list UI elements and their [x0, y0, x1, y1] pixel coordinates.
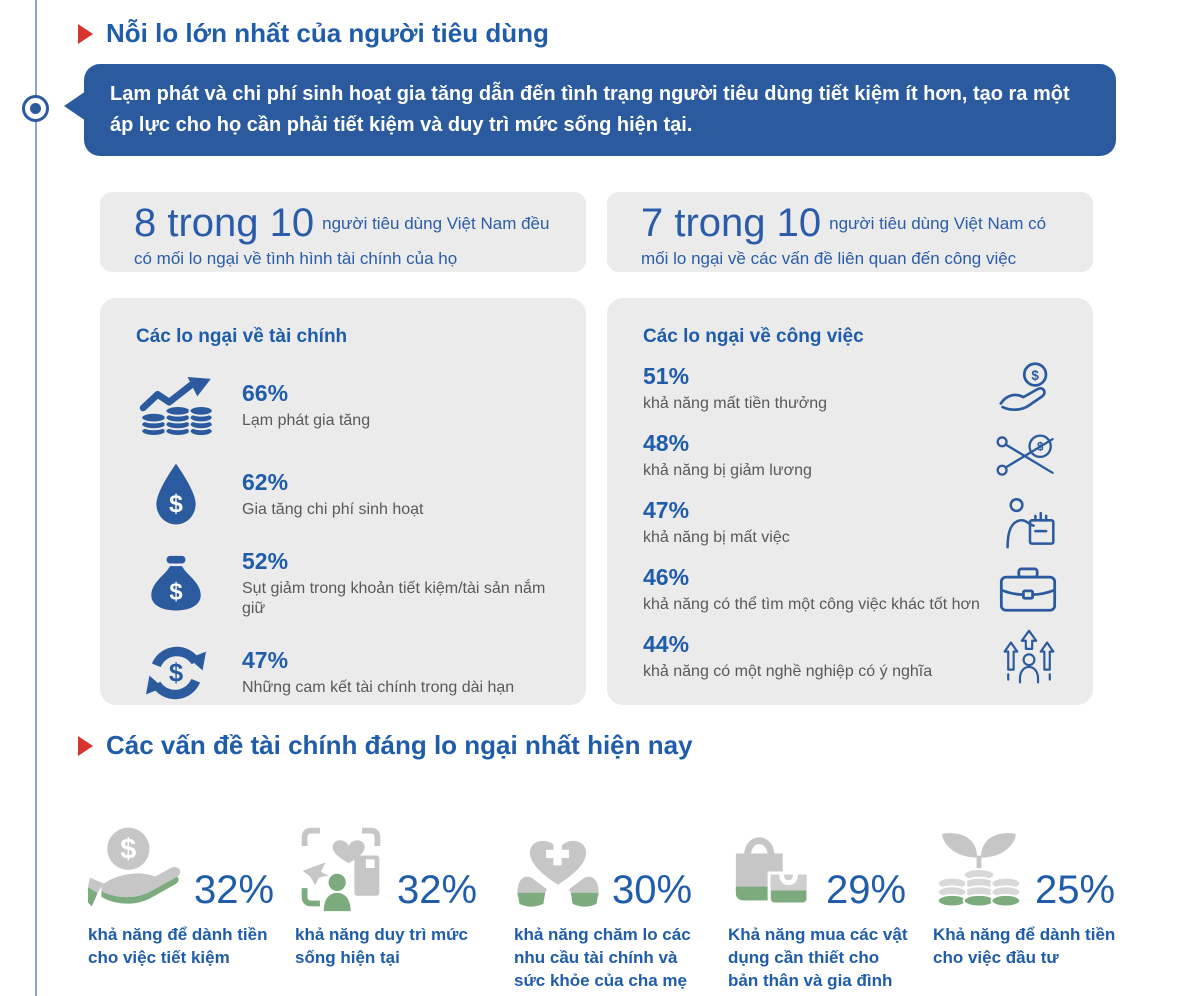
person-growth-icon [993, 629, 1057, 685]
section1-heading [78, 18, 549, 49]
timeline-marker-dot [30, 103, 41, 114]
timeline-line [35, 0, 37, 996]
finance-concerns-panel [100, 298, 586, 705]
bottom-stat-lifestyle [295, 812, 503, 970]
item-label: khả năng có thể tìm một công việc khác tốt hơn [643, 595, 980, 613]
percent-value: 32% [194, 868, 275, 912]
item-label: khả năng để dành tiền cho việc tiết kiệm [88, 925, 268, 967]
section1-title: Nỗi lo lớn nhất của người tiêu dùng [106, 18, 549, 48]
headline-stat-big-number: 7 trong 10 [641, 201, 822, 245]
percent-value: 51% [643, 363, 690, 390]
item-label: Gia tăng chi phí sinh hoạt [242, 500, 424, 518]
headline-stat-text: người tiêu dùng Việt Nam có mối lo ngại về các vấn đề liên quan đến công việc [641, 214, 1047, 268]
svg-text:$: $ [120, 833, 137, 866]
item-label: Lạm phát gia tăng [242, 411, 371, 429]
item-label: khả năng bị giảm lương [643, 461, 812, 479]
percent-value: 66% [242, 380, 289, 407]
inflation-coins-icon [136, 376, 216, 436]
percent-value: 30% [612, 868, 693, 912]
list-item [643, 631, 1057, 683]
percent-value: 52% [242, 547, 289, 574]
percent-value: 25% [1035, 868, 1116, 912]
list-item [643, 497, 1057, 549]
list-item [643, 564, 1057, 616]
percent-value: 46% [643, 564, 690, 591]
health-hands-icon [514, 826, 602, 914]
hand-dollar-icon [88, 822, 184, 914]
item-label: Những cam kết tài chính trong dài hạn [242, 678, 515, 696]
item-label: Sụt giảm trong khoản tiết kiệm/tài sản nắm giữ [242, 579, 546, 618]
percent-value: 29% [826, 868, 907, 912]
percent-value: 48% [643, 430, 690, 457]
item-label: khả năng chăm lo các nhu cầu tài chính và sức khỏe của cha mẹ [514, 925, 691, 990]
item-label: Khả năng để dành tiền cho việc đầu tư [933, 925, 1116, 967]
percent-value: 47% [643, 497, 690, 524]
headline-stat-work [607, 192, 1093, 272]
item-label: khả năng duy trì mức sống hiện tại [295, 925, 468, 967]
red-triangle-bullet-icon [78, 24, 93, 44]
timeline-marker [22, 95, 49, 122]
percent-value: 62% [242, 469, 289, 496]
bottom-stat-investment [933, 812, 1131, 970]
svg-text:$: $ [1031, 367, 1039, 383]
list-item [136, 464, 550, 526]
item-label: Khả năng mua các vật dụng cần thiết cho bản thân và gia đình [728, 925, 908, 990]
shopping-bags-icon [728, 830, 816, 914]
percent-value: 44% [643, 631, 690, 658]
dollar-cycle-icon [136, 643, 216, 703]
briefcase-icon [993, 567, 1057, 613]
headline-stat-text: người tiêu dùng Việt Nam đều có mối lo ngại về tình hình tài chính của họ [134, 214, 550, 268]
droplet-dollar-icon [136, 462, 216, 528]
list-item [136, 642, 550, 704]
list-item [136, 547, 550, 618]
section2-heading [78, 730, 693, 761]
scissors-coin-icon [993, 433, 1057, 479]
section2-title: Các vấn đề tài chính đáng lo ngại nhất hiện nay [106, 730, 693, 760]
work-concerns-panel [607, 298, 1093, 705]
svg-text:$: $ [169, 489, 183, 518]
money-bag-icon [136, 555, 216, 613]
item-label: khả năng mất tiền thưởng [643, 394, 827, 412]
list-item [643, 363, 1057, 415]
svg-text:$: $ [168, 659, 184, 688]
finance-panel-title: Các lo ngại về tài chính [136, 326, 348, 347]
list-item [136, 375, 550, 437]
item-label: khả năng bị mất việc [643, 528, 790, 546]
list-item [643, 430, 1057, 482]
bottom-stat-savings [88, 812, 284, 970]
work-panel-title: Các lo ngại về công việc [643, 326, 864, 347]
percent-value: 32% [397, 868, 478, 912]
bottom-stat-essentials [728, 812, 910, 993]
investment-plant-icon [933, 828, 1025, 914]
percent-value: 47% [242, 647, 289, 674]
lifestyle-icon [295, 822, 387, 914]
callout-bubble [84, 64, 1116, 156]
speech-tail-icon [64, 91, 86, 121]
hand-coin-icon [993, 361, 1057, 417]
bottom-stat-parents-health [514, 812, 706, 993]
headline-stat-big-number: 8 trong 10 [134, 201, 315, 245]
callout-text: Lạm phát và chi phí sinh hoạt gia tăng dẫn đến tình trạng người tiêu dùng tiết kiệm ít hơn, tạo ra một áp lực cho họ cần phải tiết kiệm và duy trì mức sống hiện tại. [110, 83, 1070, 136]
svg-text:$: $ [1036, 441, 1044, 454]
item-label: khả năng có một nghề nghiệp có ý nghĩa [643, 662, 933, 680]
person-box-icon [993, 497, 1057, 549]
svg-text:$: $ [169, 578, 183, 606]
headline-stat-finance [100, 192, 586, 272]
red-triangle-bullet-icon [78, 736, 93, 756]
